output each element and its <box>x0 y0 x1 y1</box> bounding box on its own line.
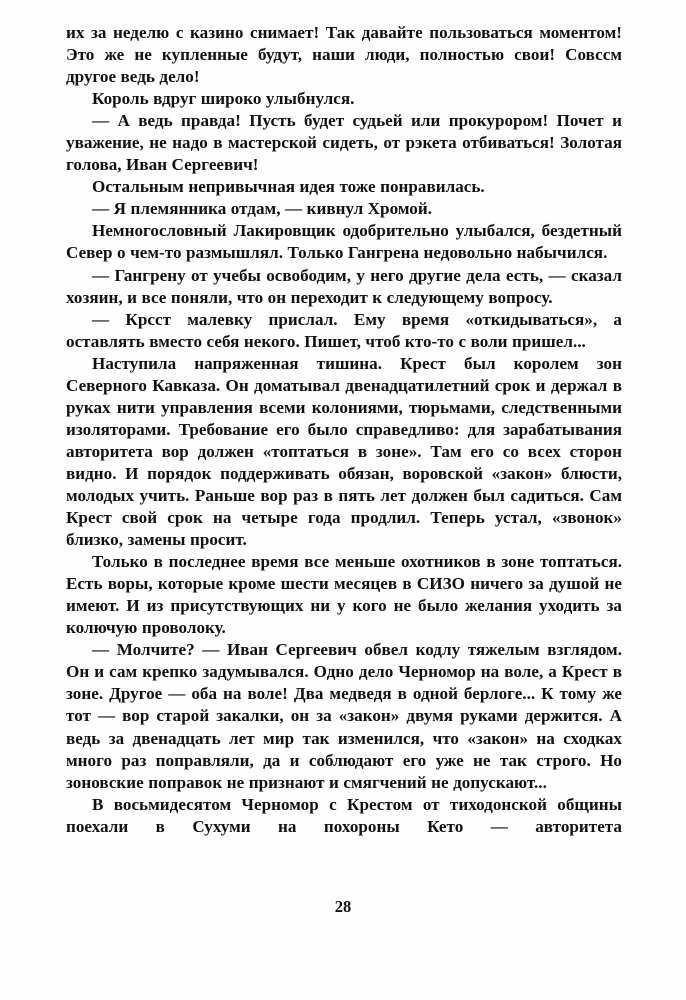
paragraph: — А ведь правда! Пусть будет судьей или прокурором! Почет и уважение, не надо в мастерской сидеть, от рэкета отбиваться! Золотая голова, Иван Сергеевич! <box>66 111 622 175</box>
page-number: 28 <box>334 897 352 916</box>
paragraph: Немногословный Лакировщик одобрительно улыбался, бездетный Север о чем-то размышлял. Только Гангрена недовольно набычился. <box>66 221 622 263</box>
paragraph: — Молчите? — Иван Сергеевич обвел кодлу тяжелым взглядом. Он и сам крепко задумывался. Одно дело Черномор на воле, а Крест в зоне. Другое — оба на воле! Два медведя в одной берлоге... К тому же тот — вор старой закалки, он за «закон» двумя руками держится. А ведь за двенадцать лет мир так изменился, что «закон» на сходках много раз поправляли, да и соблюдают его уже не так строго. Но зоновские поправок не признают и смягчений не допускают... <box>66 640 622 792</box>
paragraph: — Гангрену от учебы освободим, у него другие дела есть, — сказал хозяин, и все поняли, что он переходит к следующему вопросу. <box>66 265 622 307</box>
paragraph: их за неделю с казино снимает! Так давайте пользоваться моментом! Это же не купленные будут, наши люди, полностью свои! Совссм другое ведь дело! <box>66 23 622 87</box>
paragraph: В восьмидесятом Черномор с Крестом от тиходонской общины поехали в Сухуми на похороны Кето — авторитета <box>66 794 622 836</box>
paragraph: Король вдруг широко улыбнулся. <box>92 89 355 109</box>
paragraph: Только в последнее время все меньше охотников в зоне топтаться. Есть воры, которые кроме шести месяцев в СИЗО ничего за душой не имеют. И из присутствующих ни у кого не было желания уходить за колючую проволоку. <box>66 552 622 638</box>
paragraph: — Я племянника отдам, — кивнул Хромой. <box>92 199 432 219</box>
page-text-column <box>66 22 622 860</box>
paragraph: Наступила напряженная тишина. Крест был королем зон Северного Кавказа. Он доматывал двенадцатилетний срок и держал в руках нити управления всеми колониями, тюрьмами, следственными изоляторами. Требование его было справедливо: для зарабатывания авторитета вор должен «топтаться в зоне». Там его со всех сторон видно. И порядок поддерживать обязан, воровской «закон» блюсти, молодых учить. Раньше вор раз в пять лет должен был садиться. Сам Крест свой срок на четыре года продлил. Теперь устал, «звонок» близко, замены просит. <box>66 353 622 550</box>
paragraph: — Крсст малевку прислал. Ему время «откидываться», а оставлять вместо себя некого. Пишет, чтоб кто-то с воли пришел... <box>66 309 622 351</box>
paragraph: Остальным непривычная идея тоже понравилась. <box>92 177 485 197</box>
